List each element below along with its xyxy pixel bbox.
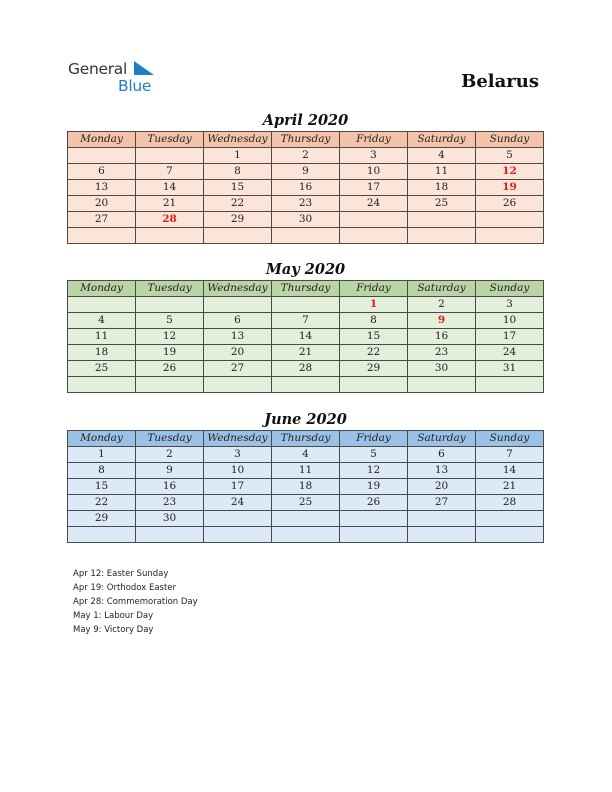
week-row: [68, 148, 544, 164]
day-cell: 10: [204, 463, 272, 479]
day-cell: 8: [68, 463, 136, 479]
weekday-header: Saturday: [408, 431, 476, 447]
week-row: [68, 180, 544, 196]
day-cell: [476, 228, 544, 244]
day-cell: [204, 527, 272, 543]
weekday-header: Monday: [68, 281, 136, 297]
week-row: [68, 447, 544, 463]
day-cell: 26: [340, 495, 408, 511]
day-cell: 14: [136, 180, 204, 196]
holiday-notes: [73, 567, 198, 637]
holiday-note: May 9: Victory Day: [73, 625, 154, 635]
day-cell: [204, 297, 272, 313]
day-cell: [408, 527, 476, 543]
country-title: Belarus: [461, 71, 539, 92]
day-cell: 23: [136, 495, 204, 511]
calendar-may: [67, 260, 544, 393]
day-cell: 19: [340, 479, 408, 495]
day-cell: 22: [68, 495, 136, 511]
day-cell: 22: [204, 196, 272, 212]
week-row: [68, 196, 544, 212]
day-cell: 2: [408, 297, 476, 313]
day-cell: 20: [408, 479, 476, 495]
weekday-header: Tuesday: [136, 281, 204, 297]
day-cell: 13: [408, 463, 476, 479]
day-cell: [272, 228, 340, 244]
day-cell: 24: [476, 345, 544, 361]
week-row: [68, 495, 544, 511]
day-cell: 22: [340, 345, 408, 361]
day-cell: 17: [340, 180, 408, 196]
day-cell: 2: [136, 447, 204, 463]
day-cell: 25: [68, 361, 136, 377]
day-cell: 19: [136, 345, 204, 361]
day-cell: 20: [68, 196, 136, 212]
day-cell: 7: [476, 447, 544, 463]
day-cell: 14: [476, 463, 544, 479]
day-cell: 26: [136, 361, 204, 377]
day-cell: 18: [272, 479, 340, 495]
day-cell: 27: [204, 361, 272, 377]
day-cell: 11: [272, 463, 340, 479]
day-cell: 28: [136, 212, 204, 228]
weekday-header: Friday: [340, 281, 408, 297]
day-cell: 16: [272, 180, 340, 196]
day-cell: [68, 527, 136, 543]
weekday-header: Sunday: [476, 431, 544, 447]
day-cell: 4: [408, 148, 476, 164]
day-cell: 6: [408, 447, 476, 463]
week-row: [68, 212, 544, 228]
week-row: [68, 511, 544, 527]
day-cell: 5: [340, 447, 408, 463]
day-cell: 16: [408, 329, 476, 345]
day-cell: 3: [476, 297, 544, 313]
day-cell: [136, 527, 204, 543]
day-cell: [408, 511, 476, 527]
day-cell: 11: [408, 164, 476, 180]
day-cell: [272, 527, 340, 543]
month-table: [67, 280, 544, 393]
day-cell: 12: [340, 463, 408, 479]
weekday-header: Thursday: [272, 132, 340, 148]
day-cell: [136, 377, 204, 393]
day-cell: 4: [272, 447, 340, 463]
logo-triangle-icon: [134, 61, 154, 77]
week-row: [68, 345, 544, 361]
day-cell: 12: [136, 329, 204, 345]
day-cell: 26: [476, 196, 544, 212]
weekday-header: Wednesday: [204, 431, 272, 447]
week-row: [68, 377, 544, 393]
month-title: June 2020: [264, 411, 347, 428]
day-cell: [476, 212, 544, 228]
week-row: [68, 228, 544, 244]
day-cell: 28: [272, 361, 340, 377]
day-cell: 6: [204, 313, 272, 329]
weekday-header: Monday: [68, 431, 136, 447]
day-cell: 1: [204, 148, 272, 164]
week-row: [68, 164, 544, 180]
week-row: [68, 361, 544, 377]
day-cell: [204, 228, 272, 244]
day-cell: 9: [136, 463, 204, 479]
day-cell: [408, 212, 476, 228]
day-cell: 16: [136, 479, 204, 495]
week-row: [68, 297, 544, 313]
month-title: May 2020: [265, 261, 346, 278]
month-table: [67, 430, 544, 543]
week-row: [68, 463, 544, 479]
weekday-header: Thursday: [272, 431, 340, 447]
day-cell: 19: [476, 180, 544, 196]
day-cell: 15: [68, 479, 136, 495]
logo-word-blue: Blue: [118, 77, 152, 95]
day-cell: [204, 377, 272, 393]
day-cell: 18: [68, 345, 136, 361]
month-table: [67, 131, 544, 244]
weekday-header: Wednesday: [204, 132, 272, 148]
holiday-note: May 1: Labour Day: [73, 611, 154, 621]
holiday-note: Apr 28: Commemoration Day: [73, 597, 198, 607]
day-cell: 15: [340, 329, 408, 345]
day-cell: 25: [272, 495, 340, 511]
day-cell: 13: [68, 180, 136, 196]
weekday-header: Tuesday: [136, 132, 204, 148]
day-cell: [272, 377, 340, 393]
day-cell: 28: [476, 495, 544, 511]
day-cell: 10: [340, 164, 408, 180]
day-cell: [272, 297, 340, 313]
day-cell: 14: [272, 329, 340, 345]
day-cell: [340, 511, 408, 527]
week-row: [68, 527, 544, 543]
day-cell: 13: [204, 329, 272, 345]
day-cell: 29: [204, 212, 272, 228]
week-row: [68, 313, 544, 329]
day-cell: [408, 377, 476, 393]
day-cell: [272, 511, 340, 527]
week-row: [68, 329, 544, 345]
day-cell: 10: [476, 313, 544, 329]
day-cell: 23: [408, 345, 476, 361]
day-cell: 6: [68, 164, 136, 180]
day-cell: 17: [476, 329, 544, 345]
day-cell: [340, 228, 408, 244]
day-cell: [408, 228, 476, 244]
day-cell: 20: [204, 345, 272, 361]
day-cell: 23: [272, 196, 340, 212]
holiday-note: Apr 12: Easter Sunday: [73, 569, 169, 579]
day-cell: 17: [204, 479, 272, 495]
weekday-header: Friday: [340, 132, 408, 148]
day-cell: 7: [136, 164, 204, 180]
day-cell: [340, 377, 408, 393]
weekday-header: Wednesday: [204, 281, 272, 297]
day-cell: 25: [408, 196, 476, 212]
day-cell: [68, 377, 136, 393]
day-cell: [340, 527, 408, 543]
day-cell: 12: [476, 164, 544, 180]
day-cell: 7: [272, 313, 340, 329]
day-cell: 1: [340, 297, 408, 313]
day-cell: [136, 148, 204, 164]
day-cell: 3: [340, 148, 408, 164]
day-cell: 5: [476, 148, 544, 164]
day-cell: [204, 511, 272, 527]
day-cell: 27: [68, 212, 136, 228]
day-cell: 27: [408, 495, 476, 511]
day-cell: 9: [408, 313, 476, 329]
day-cell: [68, 148, 136, 164]
day-cell: 21: [136, 196, 204, 212]
day-cell: 1: [68, 447, 136, 463]
day-cell: 29: [68, 511, 136, 527]
day-cell: 2: [272, 148, 340, 164]
logo: [68, 60, 168, 100]
day-cell: 9: [272, 164, 340, 180]
day-cell: 21: [476, 479, 544, 495]
weekday-header: Saturday: [408, 281, 476, 297]
weekday-header: Tuesday: [136, 431, 204, 447]
day-cell: [68, 228, 136, 244]
day-cell: [340, 212, 408, 228]
day-cell: 30: [136, 511, 204, 527]
calendar-june: [67, 410, 544, 543]
day-cell: [476, 377, 544, 393]
weekday-header: Sunday: [476, 281, 544, 297]
weekday-header: Friday: [340, 431, 408, 447]
holiday-note: Apr 19: Orthodox Easter: [73, 583, 177, 593]
day-cell: [136, 297, 204, 313]
day-cell: [476, 511, 544, 527]
weekday-header: Thursday: [272, 281, 340, 297]
day-cell: 18: [408, 180, 476, 196]
day-cell: 21: [272, 345, 340, 361]
calendar-april: [67, 111, 544, 244]
weekday-header: Sunday: [476, 132, 544, 148]
logo-word-general: General: [68, 60, 127, 78]
day-cell: 3: [204, 447, 272, 463]
day-cell: 4: [68, 313, 136, 329]
day-cell: 24: [340, 196, 408, 212]
day-cell: 24: [204, 495, 272, 511]
day-cell: 8: [340, 313, 408, 329]
day-cell: 11: [68, 329, 136, 345]
weekday-header: Saturday: [408, 132, 476, 148]
day-cell: 31: [476, 361, 544, 377]
day-cell: 8: [204, 164, 272, 180]
day-cell: [68, 297, 136, 313]
day-cell: [136, 228, 204, 244]
day-cell: 29: [340, 361, 408, 377]
day-cell: 30: [272, 212, 340, 228]
day-cell: 30: [408, 361, 476, 377]
day-cell: 15: [204, 180, 272, 196]
month-title: April 2020: [262, 112, 349, 129]
day-cell: [476, 527, 544, 543]
week-row: [68, 479, 544, 495]
day-cell: 5: [136, 313, 204, 329]
weekday-header: Monday: [68, 132, 136, 148]
